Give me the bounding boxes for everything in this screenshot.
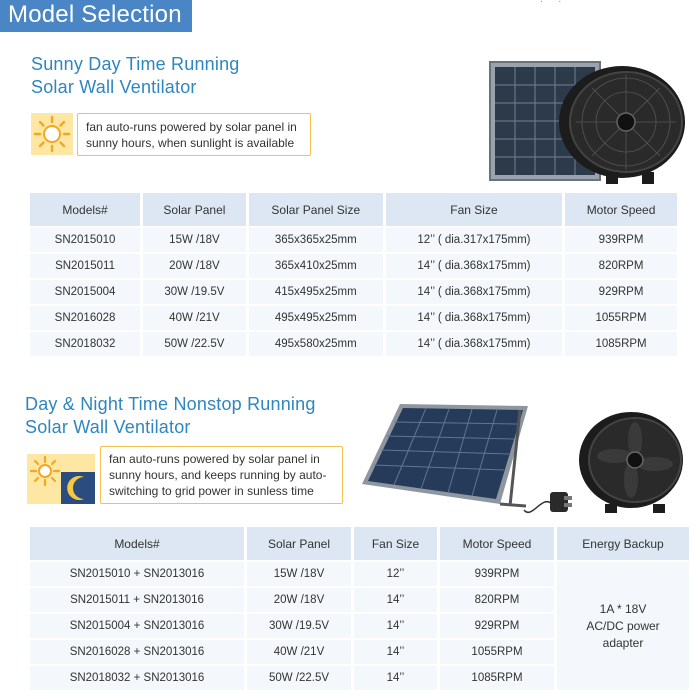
sun-icon: [31, 113, 73, 155]
model-cell: SN2015004 + SN2013016: [30, 614, 244, 638]
section1-note-line2: sunny hours, when sunlight is available: [86, 136, 295, 150]
section1-note-line1: fan auto-runs powered by solar panel in: [86, 120, 297, 134]
motor-speed-cell: 820RPM: [440, 588, 554, 612]
motor-speed-cell: 929RPM: [565, 280, 677, 304]
cropped-decoration: · ·: [540, 0, 568, 7]
table-row: [30, 280, 677, 304]
section2-col-solar-panel: Solar Panel: [247, 527, 351, 560]
section2-note: [100, 446, 343, 504]
section2-note-line1: fan auto-runs powered by solar panel in: [109, 452, 320, 466]
section2-col-energy-backup: Energy Backup: [557, 527, 689, 560]
solar-panel-cell: 40W /21V: [143, 306, 246, 330]
section1-table: [27, 191, 680, 358]
fan-size-cell: 14’’: [354, 614, 437, 638]
solar-panel-cell: 50W /22.5V: [143, 332, 246, 356]
section2-col-motor-speed: Motor Speed: [440, 527, 554, 560]
motor-speed-cell: 1055RPM: [440, 640, 554, 664]
model-cell: SN2016028 + SN2013016: [30, 640, 244, 664]
section1-title: [31, 53, 240, 99]
solar-panel-cell: 50W /22.5V: [247, 666, 351, 690]
motor-speed-cell: 1085RPM: [440, 666, 554, 690]
sun-moon-icon: [27, 454, 95, 504]
table-row: [30, 562, 689, 586]
motor-speed-cell: 939RPM: [440, 562, 554, 586]
table-row: [30, 228, 677, 252]
section2-title-line2: Solar Wall Ventilator: [25, 417, 191, 437]
section1-col-solar-panel: Solar Panel: [143, 193, 246, 226]
motor-speed-cell: 929RPM: [440, 614, 554, 638]
fan-size-cell: 14’’ ( dia.368x175mm): [386, 254, 562, 278]
page-banner: [0, 0, 192, 32]
fan-size-cell: 14’’: [354, 588, 437, 612]
fan-size-cell: 14’’ ( dia.368x175mm): [386, 280, 562, 304]
panel-size-cell: 365x410x25mm: [249, 254, 383, 278]
solar-panel-cell: 20W /18V: [247, 588, 351, 612]
power-adapter-icon: [522, 486, 574, 520]
section2-note-line2: sunny hours, and keeps running by auto-: [109, 468, 327, 482]
solar-panel-cell: 15W /18V: [247, 562, 351, 586]
model-cell: SN2015011: [30, 254, 140, 278]
solar-panel-cell: 30W /19.5V: [143, 280, 246, 304]
panel-size-cell: 365x365x25mm: [249, 228, 383, 252]
model-cell: SN2015011 + SN2013016: [30, 588, 244, 612]
fan-size-cell: 14’’: [354, 666, 437, 690]
fan-size-cell: 14’’ ( dia.368x175mm): [386, 306, 562, 330]
solar-panel-cell: 30W /19.5V: [247, 614, 351, 638]
panel-size-cell: 415x495x25mm: [249, 280, 383, 304]
sun-icon: [31, 457, 59, 485]
page-title: Model Selection: [8, 1, 182, 28]
motor-speed-cell: 1055RPM: [565, 306, 677, 330]
model-cell: SN2018032: [30, 332, 140, 356]
fan-icon: [577, 408, 689, 514]
fan-size-cell: 12’’ ( dia.317x175mm): [386, 228, 562, 252]
section2-col-models: Models#: [30, 527, 244, 560]
solar-panel-icon: [360, 398, 530, 510]
section2-title-line1: Day & Night Time Nonstop Running: [25, 394, 316, 414]
panel-size-cell: 495x580x25mm: [249, 332, 383, 356]
section2-table-header: [30, 527, 689, 560]
model-cell: SN2016028: [30, 306, 140, 330]
solar-panel-cell: 15W /18V: [143, 228, 246, 252]
section2-title: [25, 393, 316, 439]
section1-col-models: Models#: [30, 193, 140, 226]
model-cell: SN2015010 + SN2013016: [30, 562, 244, 586]
section1-title-line2: Solar Wall Ventilator: [31, 77, 197, 97]
table-row: [30, 332, 677, 356]
table-row: [30, 254, 677, 278]
fan-icon: [552, 64, 692, 186]
solar-panel-cell: 40W /21V: [247, 640, 351, 664]
solar-panel-cell: 20W /18V: [143, 254, 246, 278]
section1-table-header: [30, 193, 677, 226]
motor-speed-cell: 939RPM: [565, 228, 677, 252]
section1-col-panel-size: Solar Panel Size: [249, 193, 383, 226]
model-cell: SN2015004: [30, 280, 140, 304]
fan-size-cell: 14’’ ( dia.368x175mm): [386, 332, 562, 356]
energy-backup-line1: 1A * 18V: [599, 601, 647, 616]
energy-backup-cell: [557, 562, 689, 690]
model-cell: SN2018032 + SN2013016: [30, 666, 244, 690]
motor-speed-cell: 820RPM: [565, 254, 677, 278]
model-cell: SN2015010: [30, 228, 140, 252]
table-row: [30, 306, 677, 330]
section1-col-motor-speed: Motor Speed: [565, 193, 677, 226]
section1-note: [77, 113, 311, 156]
motor-speed-cell: 1085RPM: [565, 332, 677, 356]
section2-table: [27, 525, 692, 692]
energy-backup-line2: AC/DC power: [586, 618, 660, 633]
energy-backup-line3: adapter: [602, 635, 644, 650]
fan-size-cell: 14’’: [354, 640, 437, 664]
section1-title-line1: Sunny Day Time Running: [31, 54, 240, 74]
section2-note-line3: switching to grid power in sunless time: [109, 484, 314, 498]
section2-col-fan-size: Fan Size: [354, 527, 437, 560]
fan-size-cell: 12’’: [354, 562, 437, 586]
panel-size-cell: 495x495x25mm: [249, 306, 383, 330]
section1-col-fan-size: Fan Size: [386, 193, 562, 226]
